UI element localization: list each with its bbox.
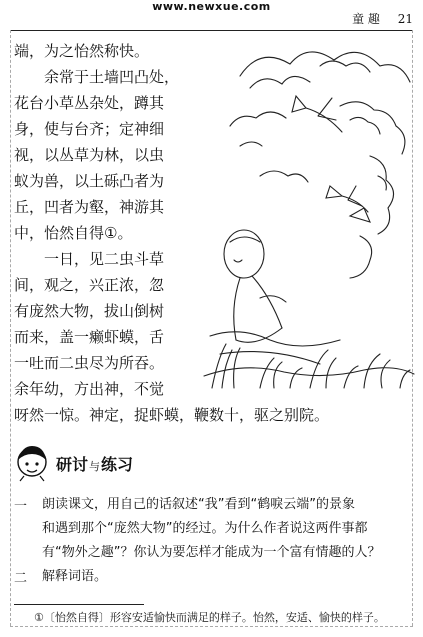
section-title-part2: 练习 xyxy=(101,455,134,474)
body-line: 呀然一惊。神定，捉虾蟆，鞭数十，驱之别院。 xyxy=(14,406,330,424)
body-line: 端，为之怡然称快。 xyxy=(14,42,150,60)
running-header xyxy=(338,10,413,27)
site-url: www.newxue.com xyxy=(152,0,271,13)
body-line: 一吐而二虫尽为所吞。 xyxy=(14,354,165,372)
illustration xyxy=(200,36,418,394)
page-border-left xyxy=(10,30,11,626)
exercise-line: 朗读课文，用自己的话叙述“我”看到“鹤唳云端”的景象 xyxy=(42,497,355,512)
header-rule xyxy=(10,30,413,31)
section-title-joiner: 与 xyxy=(89,460,101,473)
body-line: 余年幼，方出神，不觉 xyxy=(14,380,165,398)
child-figure xyxy=(210,230,340,364)
body-line: 视，以丛草为林，以虫 xyxy=(14,146,165,164)
body-line: 丘，凹者为壑，神游其 xyxy=(14,198,165,216)
cloud-swirls xyxy=(230,52,410,278)
grass-clump xyxy=(204,344,414,388)
cartoon-child-icon xyxy=(12,442,52,482)
body-line: 身，使与台齐；定神细 xyxy=(14,120,165,138)
body-line: 蚁为兽，以土砾凸者为 xyxy=(14,172,165,190)
chapter-title: 童 趣 xyxy=(352,12,380,26)
exercise-line: 和遇到那个“庞然大物”的经过。为什么作者说这两件事都 xyxy=(42,521,368,536)
section-title-part1: 研讨 xyxy=(56,455,89,474)
footnote-rule xyxy=(14,604,144,605)
page-border-bottom xyxy=(10,626,413,627)
body-line: 有庞然大物，拔山倒树 xyxy=(14,302,165,320)
exercise-line: 有“物外之趣”？你认为要怎样才能成为一个富有情趣的人？ xyxy=(42,545,381,560)
exercise-line: 解释词语。 xyxy=(42,569,108,584)
footnote: ①〔怡然自得〕形容安适愉快而满足的样子。怡然，安适、愉快的样子。 xyxy=(34,611,385,624)
body-line: 一日，见二虫斗草 xyxy=(44,250,165,268)
body-line: 余常于土墙凹凸处， xyxy=(44,68,180,86)
body-line: 中，怡然自得①。 xyxy=(14,224,133,242)
crane-drawing xyxy=(292,96,370,222)
exercise-number: 一 xyxy=(14,499,28,514)
exercise-number: 二 xyxy=(14,571,28,586)
page-number: 21 xyxy=(397,12,413,26)
body-line: 花台小草丛杂处，蹲其 xyxy=(14,94,165,112)
body-line: 间，观之，兴正浓，忽 xyxy=(14,276,165,294)
section-title xyxy=(56,452,133,475)
body-line: 而来，盖一癞虾蟆，舌 xyxy=(14,328,165,346)
